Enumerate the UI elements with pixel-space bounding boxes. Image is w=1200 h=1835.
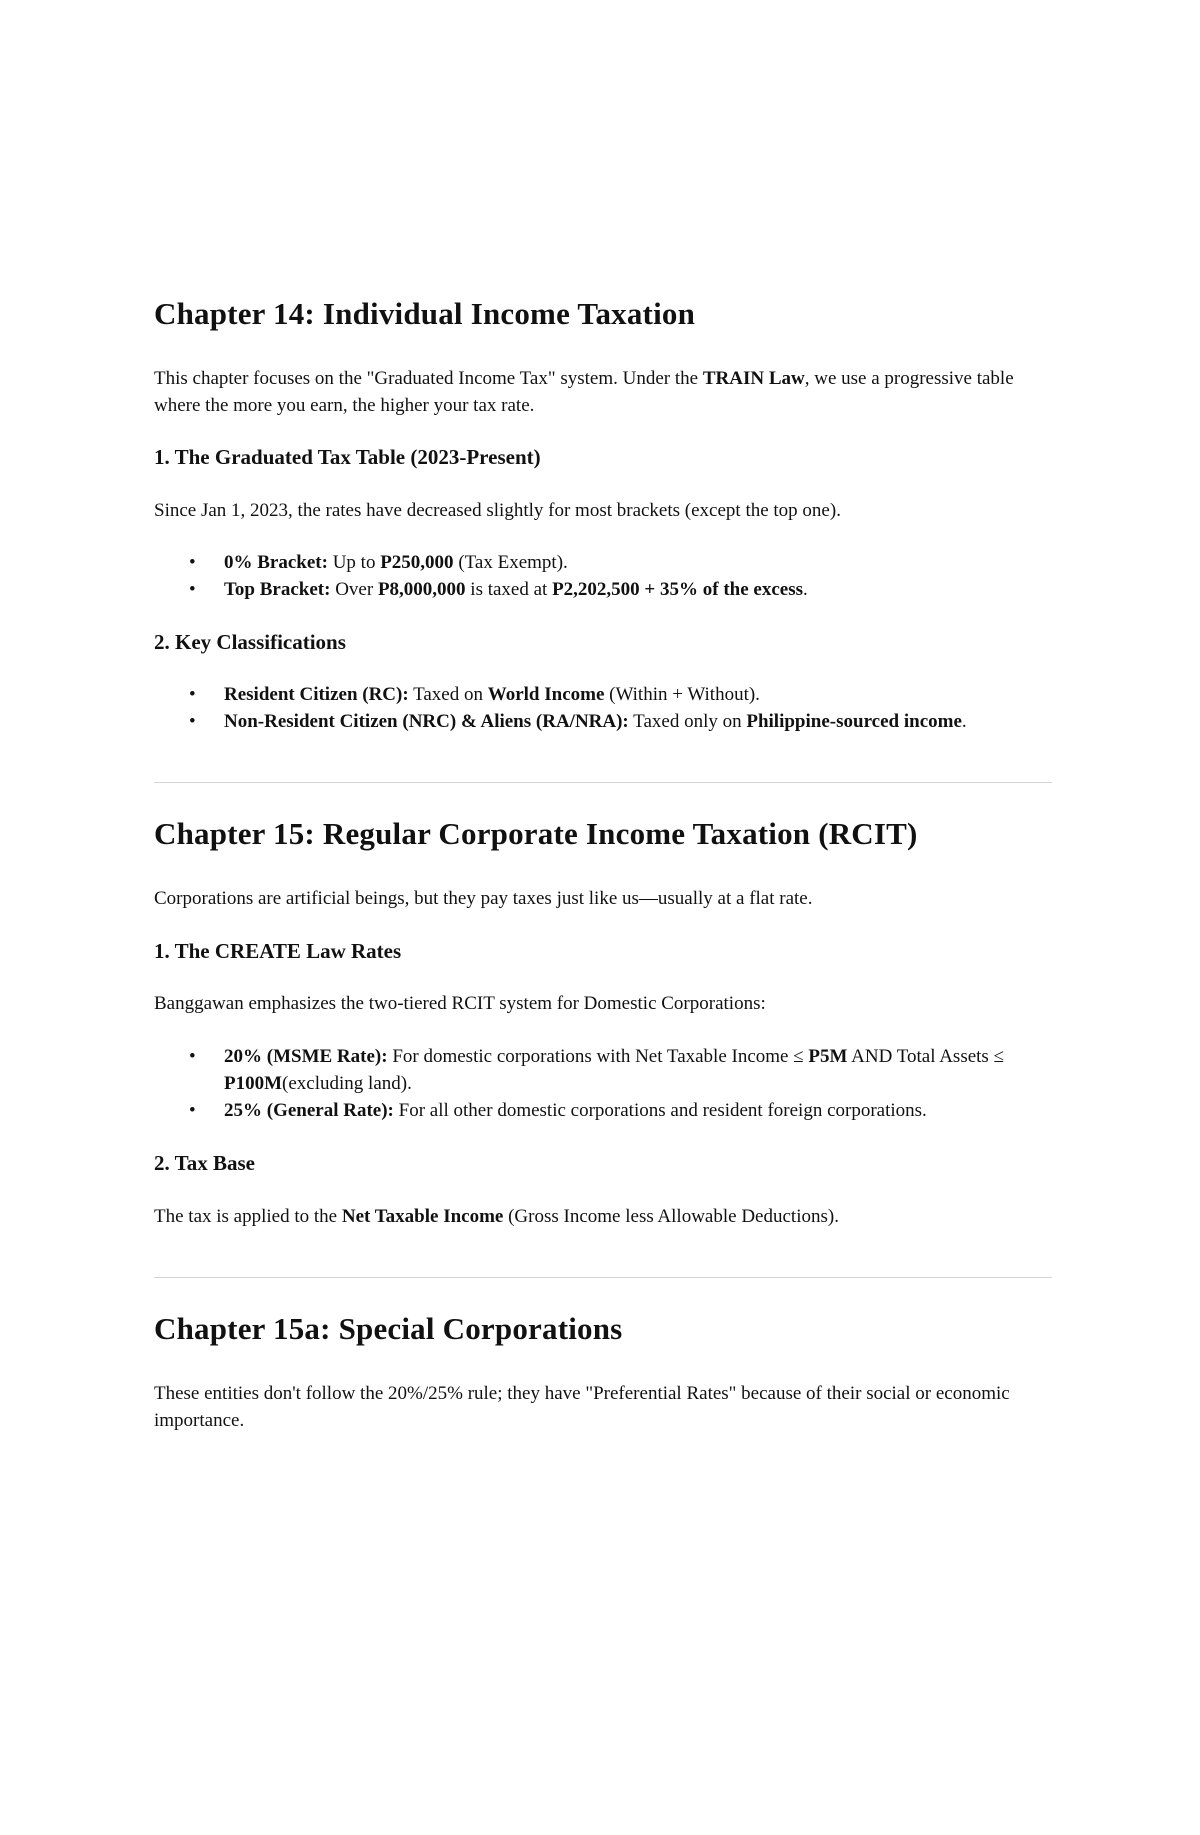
ch14-bracket-list — [154, 549, 1052, 603]
chapter-15-title: Chapter 15: Regular Corporate Income Taxation (RCIT) — [154, 816, 918, 851]
ch15-section-2-text: The tax is applied to the Net Taxable Income (Gross Income less Allowable Deductions). — [154, 1206, 839, 1227]
chapter-15a-title: Chapter 15a: Special Corporations — [154, 1311, 623, 1346]
list-item: • Non-Resident Citizen (NRC) & Aliens (RA/NRA): Taxed only on Philippine-sourced income. — [224, 708, 1052, 735]
ch14-section-2-heading: 2. Key Classifications — [154, 630, 346, 654]
ch15-section-1-text: Banggawan emphasizes the two-tiered RCIT system for Domestic Corporations: — [154, 993, 766, 1014]
chapter-14-title: Chapter 14: Individual Income Taxation — [154, 296, 696, 331]
document-page — [154, 296, 1052, 1434]
ch15-rate-list — [154, 1043, 1052, 1124]
ch14-section-1-text: Since Jan 1, 2023, the rates have decreased slightly for most brackets (except the top one). — [154, 500, 841, 521]
ch15-section-1-heading: 1. The CREATE Law Rates — [154, 939, 402, 963]
list-item: • 0% Bracket: Up to P250,000 (Tax Exempt). — [224, 549, 1052, 576]
section-divider — [154, 782, 1052, 783]
chapter-15a-intro: These entities don't follow the 20%/25% rule; they have "Preferential Rates" because of their social or economic importance. — [154, 1383, 1010, 1431]
list-item: • Top Bracket: Over P8,000,000 is taxed at P2,202,500 + 35% of the excess. — [224, 576, 1052, 603]
list-item: • 25% (General Rate): For all other domestic corporations and resident foreign corporations. — [224, 1097, 1052, 1124]
list-item: • Resident Citizen (RC): Taxed on World Income (Within + Without). — [224, 681, 1052, 708]
ch14-classification-list — [154, 681, 1052, 735]
section-divider — [154, 1277, 1052, 1278]
ch15-section-2-heading: 2. Tax Base — [154, 1151, 255, 1175]
ch14-section-1-heading: 1. The Graduated Tax Table (2023-Present) — [154, 445, 541, 469]
list-item: • 20% (MSME Rate): For domestic corporations with Net Taxable Income ≤ P5M AND Total Assets ≤ P100M(excluding land). — [224, 1043, 1052, 1097]
chapter-14-intro: This chapter focuses on the "Graduated Income Tax" system. Under the TRAIN Law, we use a progressive table where the more you earn, the higher your tax rate. — [154, 368, 1014, 416]
chapter-15-intro: Corporations are artificial beings, but they pay taxes just like us—usually at a flat rate. — [154, 888, 813, 909]
